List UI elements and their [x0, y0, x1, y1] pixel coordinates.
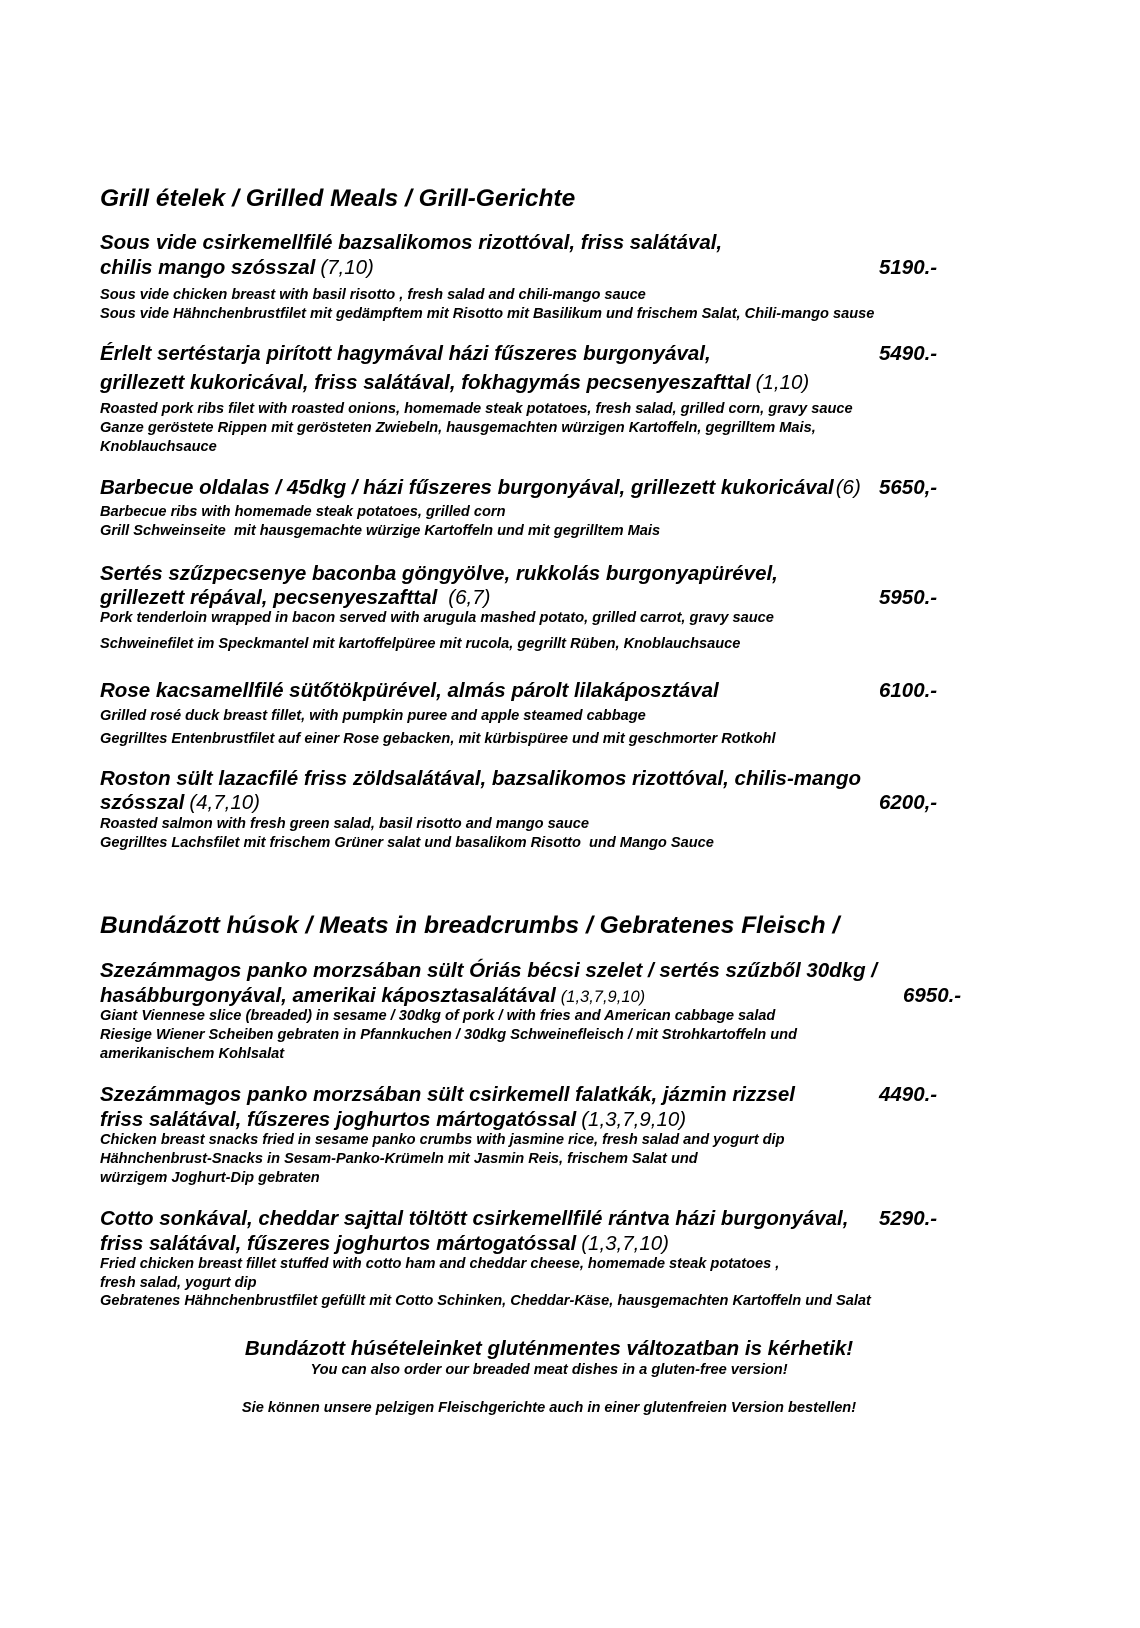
item-title-text: szósszal — [100, 791, 185, 814]
item-title-line: Rose kacsamellfilé sütőtökpürével, almás párolt lilakáposztával — [100, 679, 719, 702]
item-description-line: Gebratenes Hähnchenbrustfilet gefüllt mit Cotto Schinken, Cheddar-Käse, hausgemachten Kartoffeln und Salat — [100, 1293, 871, 1309]
section-heading-grilled: Grill ételek / Grilled Meals / Grill-Gerichte — [100, 185, 576, 212]
item-description-line: amerikanischem Kohlsalat — [100, 1046, 285, 1062]
item-title-line — [100, 370, 809, 396]
allergen-codes: (1,3,7,9,10) — [581, 1108, 687, 1131]
item-title-line: Sous vide csirkemellfilé bazsalikomos rizottóval, friss salátával, — [100, 231, 723, 254]
item-title-line: Szezámmagos panko morzsában sült csirkemell falatkák, jázmin rizzsel — [100, 1083, 795, 1106]
item-price: 5650,- — [879, 476, 938, 499]
item-price: 6200,- — [879, 791, 938, 814]
item-title-line: Roston sült lazacfilé friss zöldsalátával, bazsalikomos rizottóval, chilis-mango — [100, 767, 861, 790]
item-description-line: würzigem Joghurt-Dip gebraten — [100, 1170, 320, 1186]
item-description-line: Riesige Wiener Scheiben gebraten in Pfannkuchen / 30dkg Schweinefleisch / mit Strohkartoffeln und — [100, 1027, 798, 1043]
item-description-line: Ganze geröstete Rippen mit gerösteten Zwiebeln, hausgemachten würzigen Kartoffeln, gegrilltem Mais, — [100, 420, 816, 436]
item-description-line: Grill Schweinseite mit hausgemachte würzige Kartoffeln und mit gegrilltem Mais — [100, 523, 661, 539]
allergen-codes: (1,3,7,10) — [581, 1232, 669, 1255]
item-title-line — [100, 1107, 686, 1133]
item-title-line: Szezámmagos panko morzsában sült Óriás bécsi szelet / sertés szűzből 30dkg / — [100, 959, 877, 982]
item-title-line: Érlelt sertéstarja pirított hagymával házi fűszeres burgonyával, — [100, 342, 711, 365]
item-title-text: hasábburgonyával, amerikai káposztasalátával — [100, 984, 556, 1007]
allergen-codes: (6,7) — [448, 586, 491, 609]
item-description-line: Fried chicken breast fillet stuffed with cotto ham and cheddar cheese, homemade steak potatoes , — [100, 1256, 780, 1272]
item-price: 5290.- — [879, 1207, 938, 1230]
item-description-line: Knoblauchsauce — [100, 439, 217, 455]
item-description-line: Gegrilltes Lachsfilet mit frischem Grüner salat und basalikom Risotto und Mango Sauce — [100, 835, 714, 851]
notice-hungarian: Bundázott húsételeinket gluténmentes változatban is kérhetik! — [244, 1337, 854, 1360]
item-title-line — [100, 983, 645, 1010]
item-title-line: Cotto sonkával, cheddar sajttal töltött csirkemellfilé rántva házi burgonyával, — [100, 1207, 849, 1230]
item-price: 5950.- — [879, 586, 938, 609]
item-description-line: Giant Viennese slice (breaded) in sesame / 30dkg of pork / with fries and American cabbage salad — [100, 1008, 776, 1024]
notice-english: You can also order our breaded meat dishes in a gluten-free version! — [310, 1362, 788, 1378]
item-title-text: friss salátával, fűszeres joghurtos mártogatóssal — [100, 1108, 577, 1131]
allergen-codes: (4,7,10) — [189, 791, 260, 814]
item-title-line — [100, 475, 861, 501]
item-title-line: Sertés szűzpecsenye baconba göngyölve, rukkolás burgonyapürével, — [100, 562, 778, 585]
item-price: 6950.- — [903, 984, 962, 1007]
item-title-line — [100, 790, 260, 816]
item-title-line — [100, 255, 374, 281]
item-description-line: Chicken breast snacks fried in sesame panko crumbs with jasmine rice, fresh salad and yogurt dip — [100, 1132, 785, 1148]
section-heading-breaded: Bundázott húsok / Meats in breadcrumbs / Gebratenes Fleisch / — [100, 912, 840, 939]
item-description-line: Gegrilltes Entenbrustfilet auf einer Rose gebacken, mit kürbispüree und mit geschmorter Rotkohl — [100, 731, 776, 747]
allergen-codes: (6) — [835, 476, 861, 499]
item-title-text: grillezett répával, pecsenyeszafttal — [100, 586, 438, 609]
item-description-line: Sous vide Hähnchenbrustfilet mit gedämpftem mit Risotto mit Basilikum und frischem Salat, Chili-mango sause — [100, 306, 875, 322]
item-description-line: Pork tenderloin wrapped in bacon served with arugula mashed potato, grilled carrot, gravy sauce — [100, 610, 774, 626]
item-description-line: Roasted salmon with fresh green salad, basil risotto and mango sauce — [100, 816, 590, 832]
notice-german: Sie können unsere pelzigen Fleischgerichte auch in einer glutenfreien Version bestellen! — [241, 1400, 857, 1416]
item-title-text: chilis mango szósszal — [100, 256, 316, 279]
item-description-line: Barbecue ribs with homemade steak potatoes, grilled corn — [100, 504, 506, 520]
item-title-line — [100, 585, 490, 611]
item-title-text: Barbecue oldalas / 45dkg / házi fűszeres burgonyával, grillezett kukoricával — [100, 476, 834, 499]
item-description-line: Roasted pork ribs filet with roasted onions, homemade steak potatoes, fresh salad, grilled corn, gravy sauce — [100, 401, 853, 417]
allergen-codes: (7,10) — [320, 256, 374, 279]
item-description-line: Sous vide chicken breast with basil risotto , fresh salad and chili-mango sauce — [100, 287, 646, 303]
item-description-line: Schweinefilet im Speckmantel mit kartoffelpüree mit rucola, gegrillt Rüben, Knoblauchsauce — [100, 636, 741, 652]
item-title-line — [100, 1231, 669, 1257]
item-description-line: Hähnchenbrust-Snacks in Sesam-Panko-Krümeln mit Jasmin Reis, frischem Salat und — [100, 1151, 698, 1167]
item-price: 5190.- — [879, 256, 938, 279]
item-description-line: fresh salad, yogurt dip — [100, 1275, 257, 1291]
item-description-line: Grilled rosé duck breast fillet, with pumpkin puree and apple steamed cabbage — [100, 708, 646, 724]
item-price: 5490.- — [879, 342, 938, 365]
item-price: 6100.- — [879, 679, 938, 702]
item-title-text: grillezett kukoricával, friss salátával, fokhagymás pecsenyeszafttal — [100, 371, 751, 394]
allergen-codes: (1,10) — [755, 371, 810, 394]
allergen-codes: (1,3,7,9,10) — [560, 988, 646, 1006]
item-price: 4490.- — [879, 1083, 938, 1106]
item-title-text: friss salátával, fűszeres joghurtos mártogatóssal — [100, 1232, 577, 1255]
